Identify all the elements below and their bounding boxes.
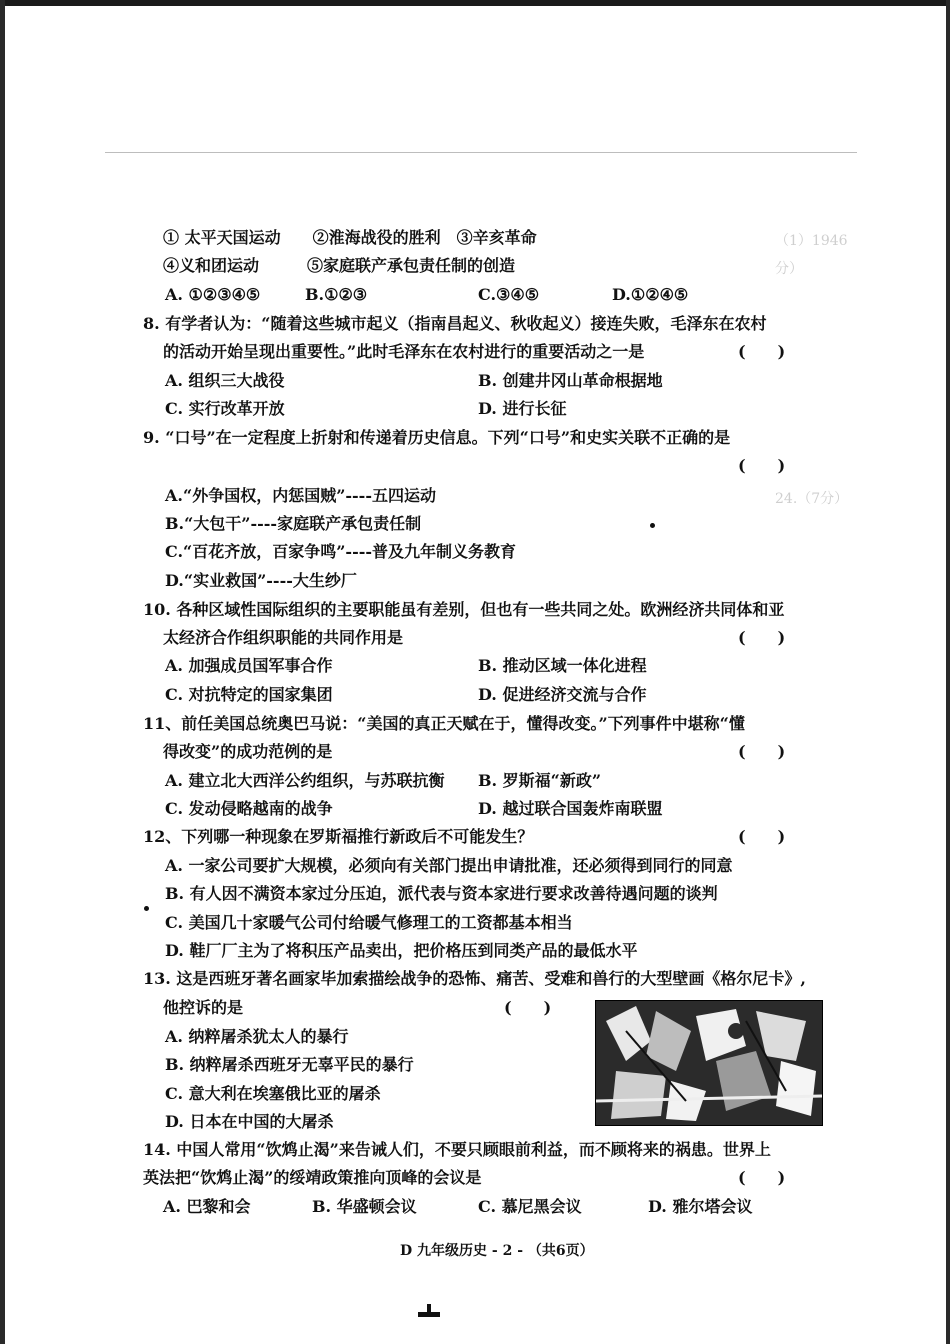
question-text-line: 9. “口号”在一定程度上折射和传递着历史信息。下列“口号”和史实关联不正确的是 (143, 428, 731, 447)
question-text-line: 得改变”的成功范例的是 (163, 742, 333, 761)
registration-mark (427, 1304, 431, 1317)
answer-bracket[interactable]: ( ) (738, 742, 786, 761)
question-text-line: D. 鞋厂厂主为了将积压产品卖出，把价格压到同类产品的最低水平 (165, 941, 638, 960)
bleed-through-text: （1）1946 (775, 233, 848, 249)
question-text-line: B. 创建井冈山革命根据地 (478, 371, 663, 390)
scan-speck (650, 523, 655, 528)
question-text-line: C.“百花齐放，百家争鸣”----普及九年制义务教育 (165, 542, 516, 561)
question-text-line: C. 意大利在埃塞俄比亚的屠杀 (165, 1084, 381, 1103)
question-text-line: D. 促进经济交流与合作 (478, 685, 647, 704)
header-rule (105, 152, 857, 153)
question-text-line: 的活动开始呈现出重要性。”此时毛泽东在农村进行的重要活动之一是 (163, 342, 645, 361)
question-text-line: D. 越过联合国轰炸南联盟 (478, 799, 663, 818)
question-text-line: 他控诉的是 (163, 998, 244, 1017)
question-text-line: B.①②③ (305, 285, 368, 304)
answer-bracket[interactable]: ( ) (738, 1168, 786, 1187)
question-text-line: ① 太平天国运动 ②淮海战役的胜利 ③辛亥革命 (163, 228, 537, 247)
question-text-line: D.“实业救国”----大生纱厂 (165, 571, 357, 590)
bleed-through-text: 24.（7分） (775, 491, 849, 507)
question-text-line: A.“外争国权，内惩国贼”----五四运动 (165, 486, 436, 505)
question-text-line: 12、下列哪一种现象在罗斯福推行新政后不可能发生？ (143, 827, 534, 846)
question-text-line: 13. 这是西班牙著名画家毕加索描绘战争的恐怖、痛苦、受难和兽行的大型壁画《格尔尼卡》, (143, 969, 806, 988)
question-text-line: B. 有人因不满资本家过分压迫，派代表与资本家进行要求改善待遇问题的谈判 (165, 884, 718, 903)
question-text-line: A. 组织三大战役 (165, 371, 285, 390)
answer-bracket[interactable]: ( ) (738, 342, 786, 361)
question-text-line: D.①②④⑤ (612, 285, 689, 304)
question-text-line: A. 建立北大西洋公约组织，与苏联抗衡 (165, 771, 445, 790)
question-text-line: A. 一家公司要扩大规模，必须向有关部门提出申请批准，还必须得到同行的同意 (165, 856, 733, 875)
question-text-line: B.“大包干”----家庭联产承包责任制 (165, 514, 422, 533)
question-text-line: D. 雅尔塔会议 (648, 1197, 753, 1216)
question-text-line: B. 纳粹屠杀西班牙无辜平民的暴行 (165, 1055, 414, 1074)
question-text-line: D. 进行长征 (478, 399, 567, 418)
question-text-line: 英法把“饮鸩止渴”的绥靖政策推向顶峰的会议是 (143, 1168, 482, 1187)
question-text-line: B. 华盛顿会议 (312, 1197, 417, 1216)
scan-edge-top (0, 0, 950, 6)
question-text-line: C. 实行改革开放 (165, 399, 285, 418)
guernica-painting-image (595, 1000, 823, 1126)
question-text-line: D. 日本在中国的大屠杀 (165, 1112, 334, 1131)
question-text-line: 8. 有学者认为：“随着这些城市起义（指南昌起义、秋收起义）接连失败，毛泽东在农村 (143, 314, 767, 333)
question-text-line: 太经济合作组织职能的共同作用是 (163, 628, 404, 647)
question-text-line: C.③④⑤ (478, 285, 540, 304)
question-text-line: B. 推动区域一体化进程 (478, 656, 647, 675)
question-text-line: ④义和团运动 ⑤家庭联产承包责任制的创造 (163, 256, 516, 275)
question-text-line: 11、前任美国总统奥巴马说：“美国的真正天赋在于，懂得改变。”下列事件中堪称“懂 (143, 714, 745, 733)
question-text-line: B. 罗斯福“新政” (478, 771, 602, 790)
answer-bracket[interactable]: ( ) (504, 998, 552, 1017)
question-text-line: C. 发动侵略越南的战争 (165, 799, 333, 818)
answer-bracket[interactable]: ( ) (738, 456, 786, 475)
question-text-line: 14. 中国人常用“饮鸩止渴”来告诫人们，不要只顾眼前利益，而不顾将来的祸患。世界上 (143, 1140, 771, 1159)
bleed-through-text: 分） (775, 261, 803, 277)
page-footer: D 九年级历史 - 2 - （共6页） (400, 1243, 594, 1259)
question-text-line: 10. 各种区域性国际组织的主要职能虽有差别，但也有一些共同之处。欧洲经济共同体和亚 (143, 600, 785, 619)
question-text-line: A. 巴黎和会 (163, 1197, 251, 1216)
answer-bracket[interactable]: ( ) (738, 628, 786, 647)
question-text-line: A. 纳粹屠杀犹太人的暴行 (165, 1027, 349, 1046)
scan-edge-left (0, 0, 5, 1344)
question-text-line: C. 对抗特定的国家集团 (165, 685, 333, 704)
question-text-line: A. ①②③④⑤ (165, 285, 261, 304)
question-text-line: C. 美国几十家暖气公司付给暖气修理工的工资都基本相当 (165, 913, 573, 932)
question-text-line: C. 慕尼黑会议 (478, 1197, 582, 1216)
answer-bracket[interactable]: ( ) (738, 827, 786, 846)
scan-speck (144, 906, 149, 911)
question-text-line: A. 加强成员国军事合作 (165, 656, 333, 675)
scan-edge-right (946, 0, 950, 1344)
